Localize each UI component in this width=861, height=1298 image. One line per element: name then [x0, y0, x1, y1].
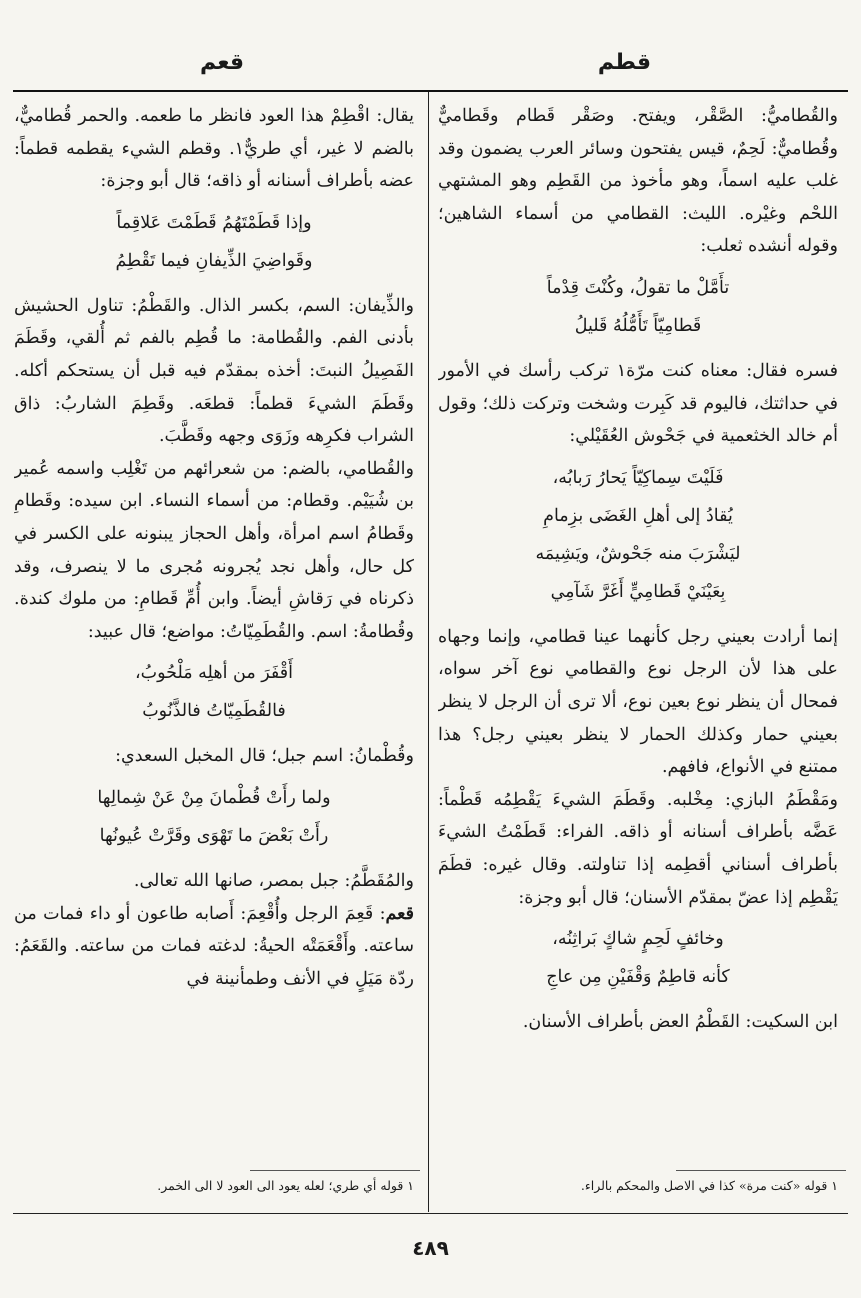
verse-line: ليَشْرَبَ منه جَحْوشٌ، ويَشِيمَه [535, 543, 741, 564]
left-column [14, 100, 414, 1170]
paragraph: ابن السكيت: القَطْمُ العض بأطراف الأسنان. [522, 1012, 838, 1033]
footnote-rule [250, 1170, 420, 1171]
verse-line: وإذا قَطَمْتَهُمُ قَطَمْتَ عَلاقِماً [116, 212, 312, 233]
paragraph: يقال: اقْطِمْ هذا العود فانظر ما طعمه. والحمر قُطاميٌّ، بالضم لا غير، أي طريٌّ١. وقطم الشيء يقطمه قطماً: عضه بأطراف أسنانه أو ذاقه؛ قال أبو وجزة: [14, 106, 414, 192]
paragraph: ومَقْطَمُ البازي: مِخْلبه. وقَطَمَ الشيءَ يَقْطِمُه قَطْماً: عَضَّه بأطراف أسنانه أو ذاقه. الفراء: قَطَمْتُ الشيءَ بأطراف أسناني أقطِمه إذا تناولته. وقال غيره: قطَمَ يَقْطِم إذا عضّ بمقدّم الأسنان؛ قال أبو وجزة: [438, 789, 838, 908]
verse-line: قَطامِيّاً تَأَمُّلُهُ قَليلُ [574, 315, 702, 336]
paragraph: فسره فقال: معناه كنت مرّة١ تركب رأسك في الأمور في حداثتك، فاليوم قد كَبِرت وشخت وتركت ذلك؛ وقول أم خالد الخثعمية في جَحْوش العُقَيْلي: [438, 360, 838, 447]
verse-line: وخائفٍ لَحِمٍ شاكٍ بَراثِنُه، [552, 929, 724, 950]
footer-rule [13, 1213, 848, 1214]
verse [14, 779, 414, 855]
paragraph: والمُقَطَّمُ: جبل بمصر، صانها الله تعالى. [133, 870, 414, 891]
verse [14, 204, 414, 280]
verse-line: فالقُطَمِيّاتُ فالذَّنُوبُ [142, 701, 286, 722]
paragraph: والذِّيفان: السم، بكسر الذال. والقَطْمُ: تناول الحشيش بأدنى الفم. والقُطامة: ما قُطِم بالفم ثم أُلقي، وقَطَمَ الفَصِيلُ النبتَ: أخذه بمقدّم فيه قبل أن يستحكم أكله. وقَطَمَ الشيءَ قطماً: قطعَه. وقَطِمَ الشاربُ: ذاق الشراب فكرِهه وزَوَى وجهه وقَطَّبَ. [14, 295, 414, 447]
paragraph: إنما أرادت بعيني رجل كأنهما عينا قطامي، وإنما وجهاه على هذا لأن الرجل نوع والقطامي نوع آخر سواه، فمحال أن ينظر نوع بعين نوع، ألا ترى أن الرجل لا ينظر بعيني حمار وكذلك الحمار لا ينظر بعيني رجل؟ هذا ممتنع في الأنواع، فافهم. [438, 626, 838, 778]
page-header [0, 50, 861, 86]
left-headword: قعم [200, 50, 245, 75]
verse-line: أَقْفَرَ من أهلِه مَلْحُوبُ، [134, 663, 293, 684]
paragraph: وقُطْمانُ: اسم جبل؛ قال المخبل السعدي: [115, 746, 414, 767]
footnote-rule [676, 1170, 846, 1171]
verse-line: تأَمَّلْ ما تقولُ، وكُنْتَ قِدْماً [546, 277, 730, 298]
header-rule [13, 90, 848, 92]
verse-line: يُقادُ إلى أهلِ الغَضَى بزِمامِ [543, 505, 733, 526]
verse-line: كأنه قاطِمٌ وَقْفَيْنِ مِن عاجِ [546, 967, 730, 988]
page-number: ٤٨٩ [412, 1236, 449, 1260]
right-headword: قطم [597, 50, 651, 75]
verse [438, 269, 838, 345]
column-divider [428, 92, 429, 1212]
verse-line: ولما رأَتْ قُطْمانَ مِنْ عَنْ شِمالِها [97, 787, 331, 808]
left-footnote: ١ قوله أي طري؛ لعله يعود الى العود لا الى الخمر. [157, 1178, 414, 1193]
verse [14, 654, 414, 730]
paragraph [14, 898, 414, 996]
paragraph: والقُطامي، بالضم: من شعرائهم من تَغْلِب واسمه عُمير بن شُيَيْم. وقطام: من أسماء النساء. ابن سيده: وقَطامِ وقَطامُ اسم امرأة، وأهل الحجاز يبنونه على الكسر في كل حال، وأهل نجد يُجرونه مُجرى ما لا ينصرف، وقد ذكرناه في رَقاشِ أيضاً. وابن أُمِّ قَطامِ: من ملوك كندة. وقُطامةُ: اسم. والقُطَمِيّاتُ: مواضع؛ قال عبيد: [14, 458, 414, 642]
paragraph: والقُطاميُّ: الصَّقْر، ويفتح. وصَقْر قَطام وقَطاميٌّ وقُطاميٌّ: لَحِمٌ، قيس يفتحون وسائر العرب يضمون وقد غلب عليه اسماً، وهو مأخوذ من القَطِم وهو المشتهي اللحْم وغيْره. الليث: القطامي من أسماء الشاهين؛ وقوله أنشده ثعلب: [438, 106, 838, 257]
verse [438, 920, 838, 996]
right-footnote: ١ قوله «كنت مرة» كذا في الاصل والمحكم بالراء. [580, 1178, 838, 1193]
verse-line: رأَتْ بَعْضَ ما تَهْوَى وقَرَّتْ عُيونُها [99, 825, 329, 846]
verse [438, 459, 838, 611]
verse-line: بِعَيْنَيْ قَطامِيٍّ أَغَرَّ شَآمِي [550, 581, 726, 602]
right-column [438, 100, 838, 1170]
verse-line: فَلَيْتَ سِماكِيّاً يَحارُ رَبابُه، [552, 467, 724, 488]
entry-headword: قعم [385, 903, 414, 924]
verse-line: وقَواضِيَ الذِّيفانِ فيما تَقْطِمُ [115, 250, 313, 271]
entry-text: : قَعِمَ الرجل وأُقْعِمَ: أَصابه طاعون أو داء فمات من ساعته. وأَقْعَمَتْه الحيةُ: لدغته فمات من ساعته. والقَعَمُ: ردّة مَيَلٍ في الأنف وطمأنينة في [14, 903, 414, 989]
